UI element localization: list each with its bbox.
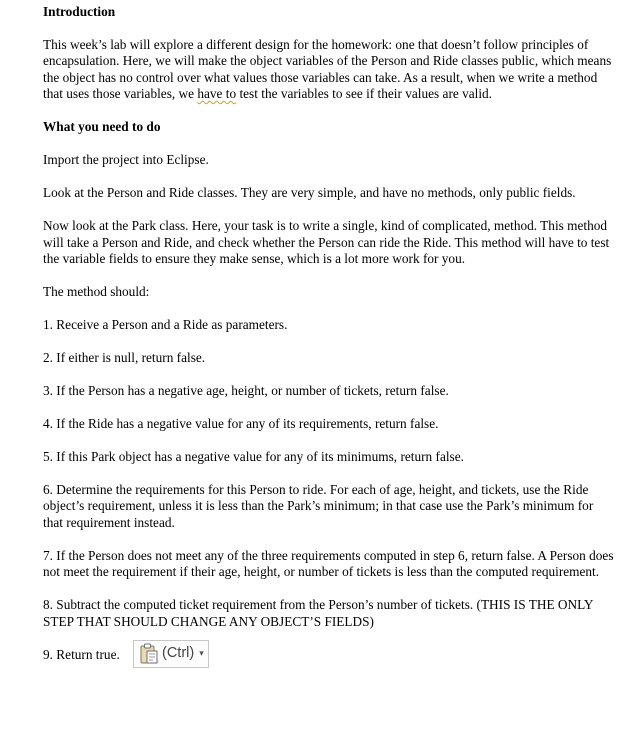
- clipboard-icon: [139, 643, 159, 665]
- step-8: 8. Subtract the computed ticket requirement from the Person’s number of tickets. (THIS IS THE ONLY STEP THAT SHOULD CHANGE ANY OBJECT’S FIELDS): [43, 597, 593, 629]
- step-2: 2. If either is null, return false.: [43, 350, 206, 366]
- paragraph-import: Import the project into Eclipse.: [43, 152, 209, 168]
- introduction-heading: Introduction: [43, 4, 116, 19]
- paragraph-classes: Look at the Person and Ride classes. They are very simple, and have no methods, only public fields.: [43, 185, 576, 201]
- paste-options-button[interactable]: [133, 640, 209, 668]
- chevron-down-icon: ▾: [199, 648, 204, 659]
- step-1: 1. Receive a Person and a Ride as parameters.: [43, 317, 288, 333]
- step-3: 3. If the Person has a negative age, height, or number of tickets, return false.: [43, 383, 449, 399]
- step-4: 4. If the Ride has a negative value for any of its requirements, return false.: [43, 416, 439, 432]
- paragraph-method-should: The method should:: [43, 284, 150, 300]
- what-you-need-heading: What you need to do: [43, 119, 161, 135]
- paste-options-label: (Ctrl): [162, 645, 195, 662]
- grammar-flag[interactable]: have to: [197, 86, 237, 102]
- step-5: 5. If this Park object has a negative value for any of its minimums, return false.: [43, 449, 464, 465]
- step-9: 9. Return true.: [43, 646, 120, 662]
- paragraph-park: Now look at the Park class. Here, your task is to write a single, kind of complicated, method. This method will take a Person and Ride, and check whether the Person can ride the Ride. This method will have to test the variable fields to ensure they make sense, which is a lot more work for you.: [43, 218, 610, 267]
- document-page: [43, 4, 615, 663]
- step-6: 6. Determine the requirements for this Person to ride. For each of age, height, and tickets, use the Ride object’s requirement, unless it is less than the Park’s minimum; in that case use the Park’s minimum for that requirement instead.: [43, 482, 594, 530]
- step-7: 7. If the Person does not meet any of the three requirements computed in step 6, return false. A Person does not meet the requirement if their age, height, or number of tickets is less than the computed requirement.: [43, 547, 614, 580]
- step-9-line: [43, 647, 615, 663]
- introduction-paragraph: This week’s lab will explore a different design for the homework: one that doesn’t follow principles of encapsulation. Here, we will make the object variables of the Person and Ride classes public, which means the object has no control over what values those variables can take. As a result, when we write a method that uses those variables, we have to test the variables to see if their values are valid.: [43, 37, 612, 102]
